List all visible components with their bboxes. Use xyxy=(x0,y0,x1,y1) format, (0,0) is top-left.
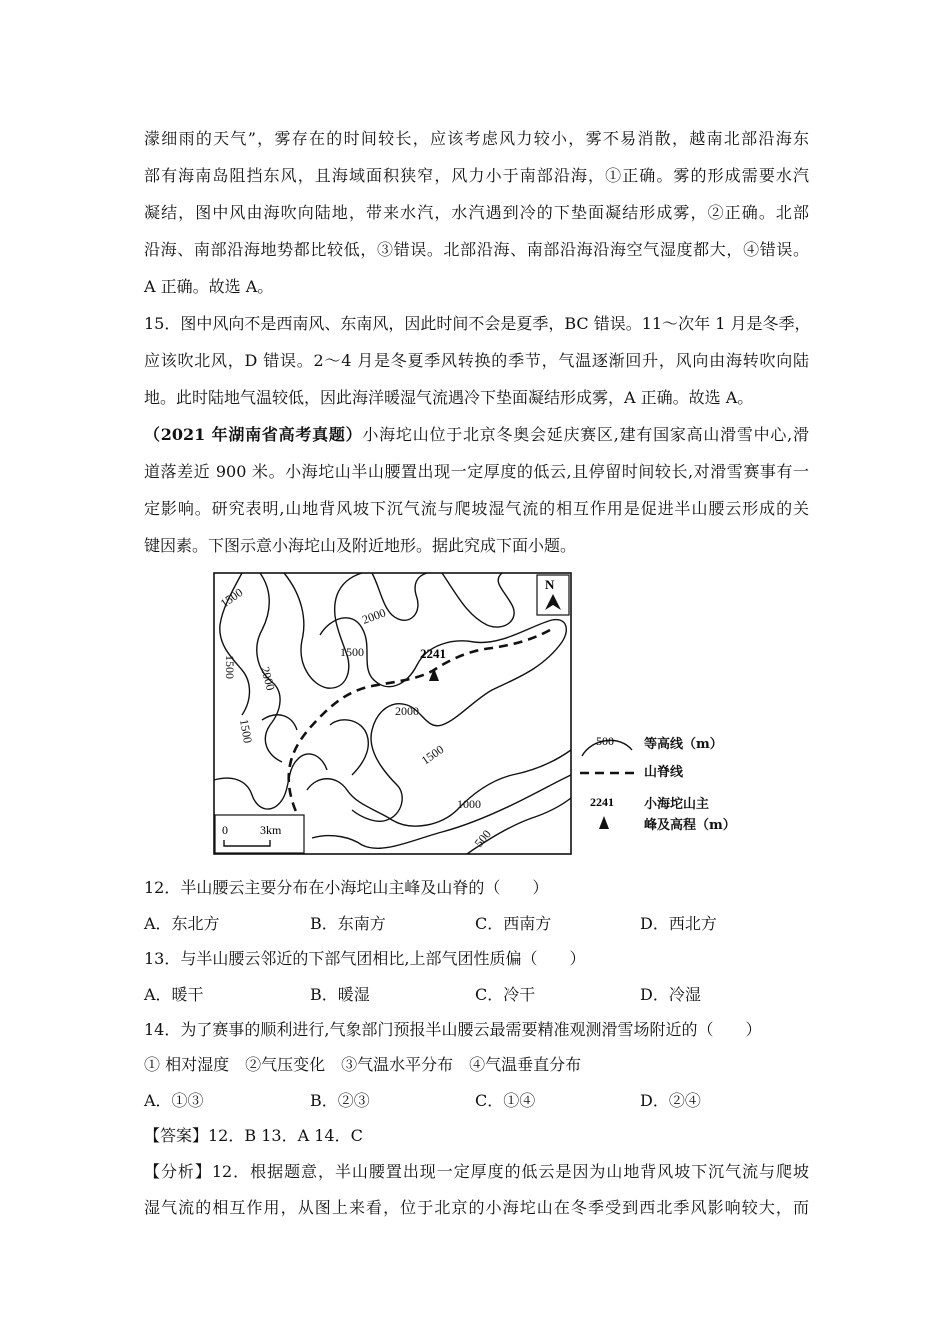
topographic-map xyxy=(212,570,752,860)
contour-label: 1500 xyxy=(217,585,246,611)
legend-ridge-label: 山脊线 xyxy=(644,765,684,780)
paragraph-line: 濛细雨的天气”，雾存在的时间较长，应该考虑风力较小，雾不易消散，越南北部沿海东 xyxy=(144,129,809,148)
legend-peak-label-2: 峰及高程（m） xyxy=(644,818,736,833)
contour-label: 2000 xyxy=(360,605,388,627)
contour-line xyxy=(307,750,571,826)
contour-line xyxy=(262,715,297,730)
contour-label: 2000 xyxy=(395,704,419,718)
question-13-option-c: C．冷干 xyxy=(475,985,536,1004)
question-12-option-c: C．西南方 xyxy=(475,914,552,933)
question-12-stem: 12．半山腰云主要分布在小海坨山主峰及山脊的（ ） xyxy=(144,878,549,897)
question-13-stem: 13．与半山腰云邻近的下部气团相比,上部气团性质偏（ ） xyxy=(144,949,586,968)
contour-label: 1500 xyxy=(340,645,364,659)
source-tag: （2021 年湖南省高考真题） xyxy=(144,425,363,444)
contour-line xyxy=(330,720,368,775)
north-label: N xyxy=(545,577,555,592)
contour-label: 500 xyxy=(471,827,494,850)
question-14-option-c: C．①④ xyxy=(475,1091,536,1110)
peak-label: 2241 xyxy=(420,646,446,661)
analysis-15-line: 应该吹北风，D 错误。2～4 月是冬夏季风转换的季节，气温逐渐回升，风向由海转吹向陆 xyxy=(144,351,809,370)
scale-km: 3km xyxy=(260,823,282,837)
analysis-line xyxy=(144,1162,809,1182)
answer-line: 【答案】12．B 13．A 14．C xyxy=(144,1126,363,1145)
contour-label: 1500 xyxy=(223,655,237,679)
contour-label: 2000 xyxy=(258,665,278,692)
analysis-text: 12．根据题意，半山腰置出现一定厚度的低云是因为山地背风坡下沉气流与爬坡 xyxy=(211,1162,809,1181)
question-14-option-a: A．①③ xyxy=(144,1091,204,1110)
legend-peak-icon xyxy=(599,816,609,829)
intro-line xyxy=(144,425,809,445)
legend-peak-label-1: 小海坨山主 xyxy=(644,797,710,812)
question-14-option-b: B．②③ xyxy=(310,1091,370,1110)
question-14-items: ① 相对湿度 ②气压变化 ③气温水平分布 ④气温垂直分布 xyxy=(144,1055,582,1074)
legend-contour-label: 等高线（m） xyxy=(644,737,723,752)
scale-zero: 0 xyxy=(222,823,228,837)
question-12-option-d: D．西北方 xyxy=(640,914,717,933)
contour-label: 1500 xyxy=(237,718,256,745)
intro-line: 键因素。下图示意小海坨山及附近地形。据此究成下面小题。 xyxy=(144,536,577,555)
intro-line: 道落差近 900 米。小海坨山半山腰置出现一定厚度的低云,且停留时间较长,对滑雪赛事有一 xyxy=(144,462,809,481)
peak-marker-icon xyxy=(429,668,439,681)
legend-peak-value: 2241 xyxy=(590,795,614,809)
question-13-option-d: D．冷湿 xyxy=(640,985,701,1004)
question-12-option-a: A．东北方 xyxy=(144,914,220,933)
legend-contour-value: 500 xyxy=(596,734,614,748)
question-13-option-a: A．暖干 xyxy=(144,985,204,1004)
intro-line: 定影响。研究表明,山地背风坡下沉气流与爬坡湿气流的相互作用是促进半山腰云形成的关 xyxy=(144,499,809,518)
paragraph-line: A 正确。故选 A。 xyxy=(144,277,274,296)
paragraph-line: 凝结，图中风由海吹向陆地，带来水汽，水汽遇到冷的下垫面凝结形成雾，②正确。北部 xyxy=(144,203,809,222)
contour-line xyxy=(214,754,327,809)
paragraph-line: 沿海、南部沿海地势都比较低，③错误。北部沿海、南部沿海沿海空气湿度都大，④错误。 xyxy=(144,240,809,259)
contour-line xyxy=(442,573,514,627)
question-12-option-b: B．东南方 xyxy=(310,914,386,933)
question-14-stem: 14．为了赛事的顺利进行,气象部门预报半山腰云最需要精准观测滑雪场附近的（ ） xyxy=(144,1020,762,1039)
contour-label: 1500 xyxy=(418,742,447,768)
contour-label: 1000 xyxy=(457,797,481,811)
question-14-option-d: D．②④ xyxy=(640,1091,701,1110)
analysis-tag: 【分析】 xyxy=(144,1162,212,1181)
contour-line xyxy=(312,775,571,848)
analysis-15-line: 地。此时陆地气温较低，因此海洋暖湿气流遇冷下垫面凝结形成雾，A 正确。故选 A。 xyxy=(144,388,754,407)
analysis-line: 湿气流的相互作用，从图上来看，位于北京的小海坨山在冬季受到西北季风影响较大，而 xyxy=(144,1198,809,1217)
analysis-15-line: 15．图中风向不是西南风、东南风，因此时间不会是夏季，BC 错误。11～次年 1 月是冬季， xyxy=(144,314,811,333)
intro-text: 小海坨山位于北京冬奥会延庆赛区,建有国家高山滑雪中心,滑 xyxy=(362,425,809,444)
question-13-option-b: B．暖湿 xyxy=(310,985,370,1004)
paragraph-line: 部有海南岛阻挡东风，且海域面积狭窄，风力小于南部沿海，①正确。雾的形成需要水汽 xyxy=(144,166,809,185)
